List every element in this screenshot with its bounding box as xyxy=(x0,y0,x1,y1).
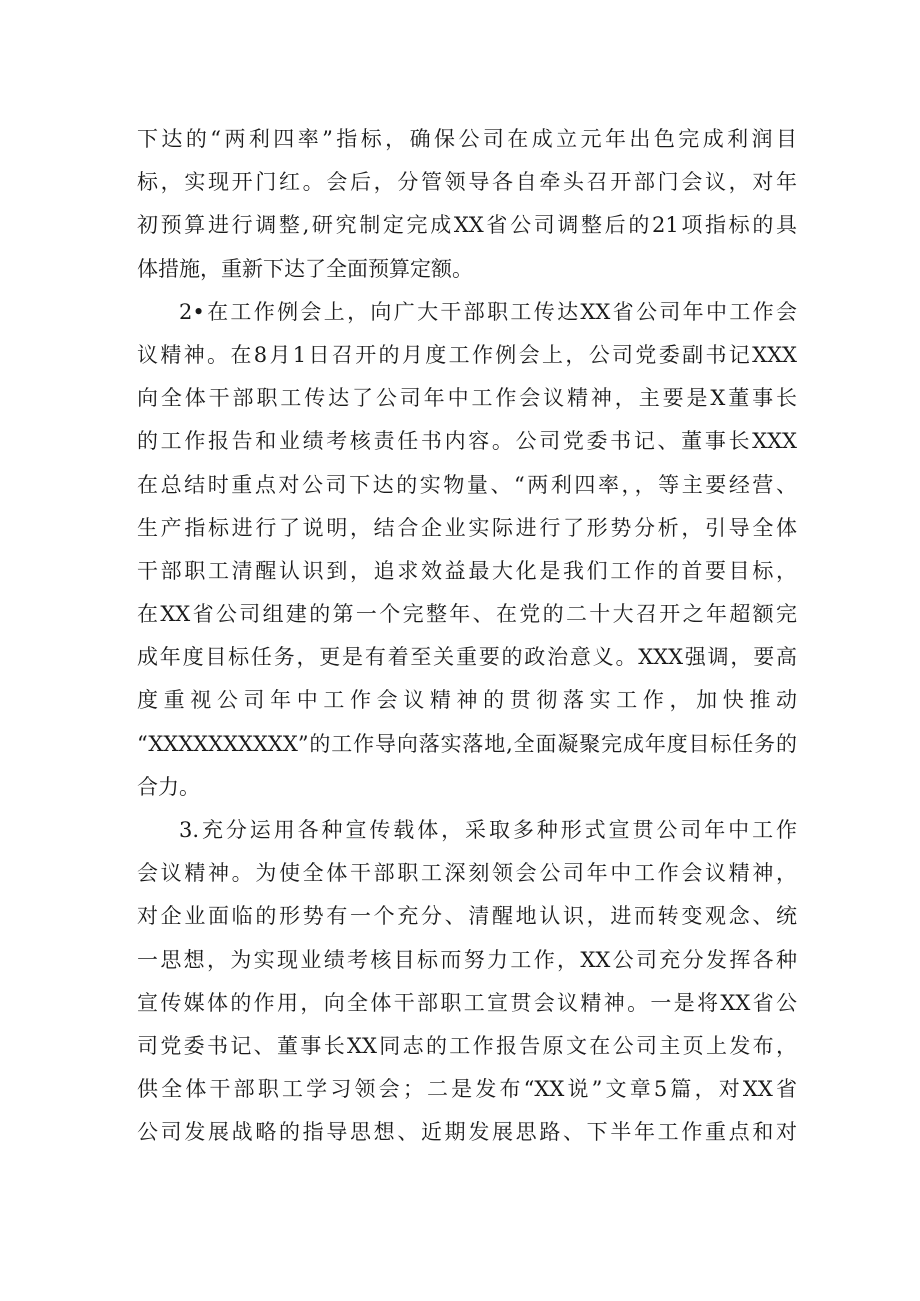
text-line: 体措施，重新下达了全面预算定额。 xyxy=(137,256,473,281)
text-line: 在XX省公司组建的第一个完整年、在党的二十大召开之年超额完 xyxy=(137,602,797,627)
text-line: 宣传媒体的作用，向全体干部职工宣贯会议精神。一是将XX省公 xyxy=(137,990,797,1015)
document-body xyxy=(137,118,797,1155)
text-line: 会议精神。为使全体干部职工深刻领会公司年中工作会议精神， xyxy=(137,861,797,886)
text-line: 在总结时重点对公司下达的实物量、“两利四率，，等主要经营、 xyxy=(137,472,797,497)
text-line: 标，实现开门红。会后，分管领导各自牵头召开部门会议，对年 xyxy=(137,170,797,195)
text-line: 向全体干部职工传达了公司年中工作会议精神，主要是X董事长 xyxy=(137,386,797,411)
paragraph-1 xyxy=(137,118,797,291)
text-line: 初预算进行调整,研究制定完成XX省公司调整后的21项指标的具 xyxy=(137,213,797,238)
text-line: 对企业面临的形势有一个充分、清醒地认识，进而转变观念、统 xyxy=(137,904,797,929)
text-line: 成年度目标任务，更是有着至关重要的政治意义。XXX强调，要高 xyxy=(137,645,797,670)
text-line: 3.充分运用各种宣传载体，采取多种形式宣贯公司年中工作 xyxy=(179,818,797,842)
text-line: 2•在工作例会上，向广大干部职工传达XX省公司年中工作会 xyxy=(179,299,797,324)
text-line: 下达的“两利四率”指标，确保公司在成立元年出色完成利润目 xyxy=(137,127,797,151)
text-line: 公司发展战略的指导思想、近期发展思路、下半年工作重点和对 xyxy=(137,1120,797,1145)
text-line: 议精神。在8月1日召开的月度工作例会上，公司党委副书记XXX xyxy=(137,342,797,367)
text-line: 干部职工清醒认识到，追求效益最大化是我们工作的首要目标， xyxy=(137,558,797,583)
text-line: 供全体干部职工学习领会；二是发布“XX说”文章5篇，对XX省 xyxy=(137,1077,797,1102)
text-line: 司党委书记、董事长XX同志的工作报告原文在公司主页上发布， xyxy=(137,1033,797,1058)
text-line: 合力。 xyxy=(137,774,200,799)
text-line: 的工作报告和业绩考核责任书内容。公司党委书记、董事长XXX xyxy=(137,429,797,454)
text-line: “XXXXXXXXXX”的工作导向落实落地,全面凝聚完成年度目标任务的 xyxy=(137,731,797,756)
paragraph-3 xyxy=(137,809,797,1155)
paragraph-2 xyxy=(137,291,797,809)
text-line: 一思想，为实现业绩考核目标而努力工作，XX公司充分发挥各种 xyxy=(137,947,797,972)
text-line: 生产指标进行了说明，结合企业实际进行了形势分析，引导全体 xyxy=(137,515,797,540)
text-line: 度重视公司年中工作会议精神的贯彻落实工作，加快推动 xyxy=(137,688,797,713)
